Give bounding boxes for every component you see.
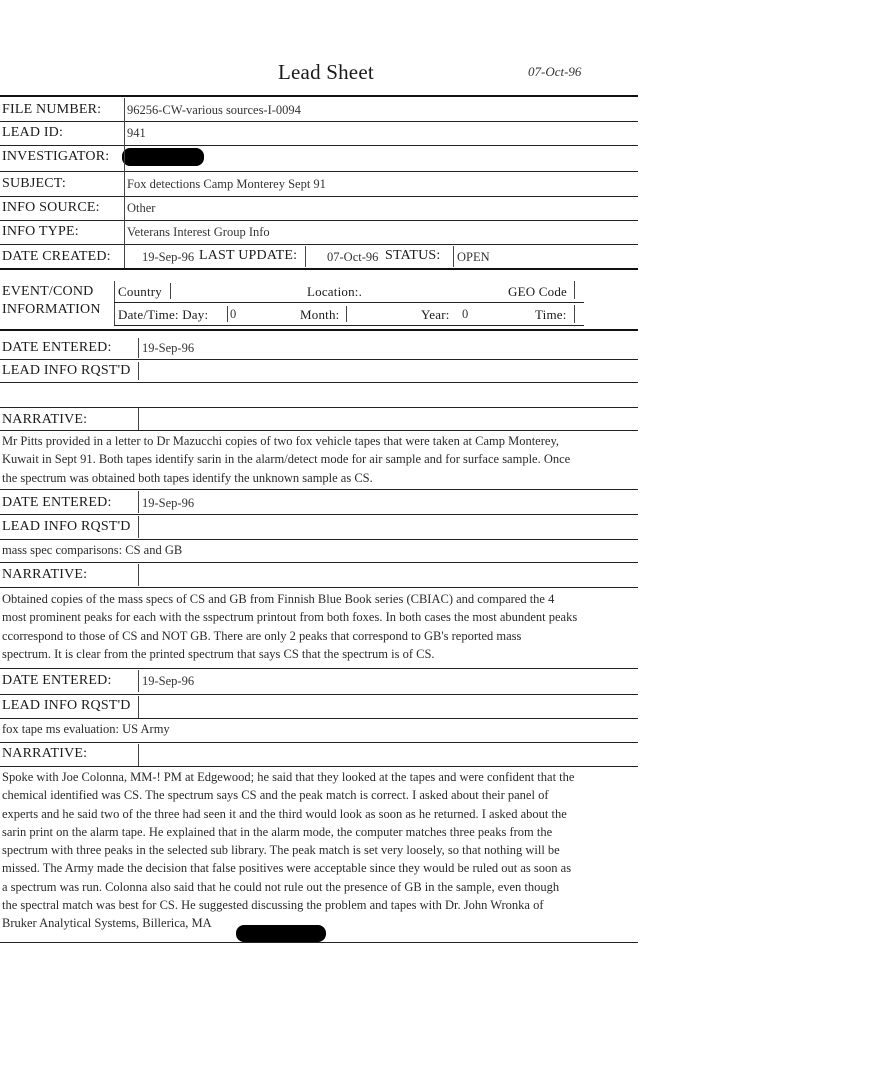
date-created-label: DATE CREATED: [2, 249, 111, 264]
cell-rule [138, 362, 139, 380]
row-divider [0, 668, 638, 669]
redaction-mark [236, 925, 326, 942]
section-rule [0, 268, 638, 270]
row-divider [0, 244, 638, 245]
row-divider [0, 514, 638, 515]
subject-value: Fox detections Camp Monterey Sept 91 [127, 177, 326, 191]
entry2-narrative-label: NARRATIVE: [2, 567, 88, 582]
row-divider [0, 694, 638, 695]
cell-rule [170, 283, 171, 299]
info-source-label: INFO SOURCE: [2, 200, 100, 215]
entry1-date-label: DATE ENTERED: [2, 340, 112, 355]
entry2-date-label: DATE ENTERED: [2, 495, 112, 510]
time-label: Time: [535, 307, 567, 322]
cell-rule [138, 408, 139, 430]
entry3-date-label: DATE ENTERED: [2, 673, 112, 688]
label-column-rule [124, 98, 125, 268]
narrative-line: the spectrum was obtained both tapes identify the unknown sample as CS. [2, 470, 373, 485]
row-divider [0, 489, 638, 490]
month-label: Month: [300, 307, 340, 322]
entry2-topic: mass spec comparisons: CS and GB [2, 543, 183, 557]
entry2-rqst-label: LEAD INFO RQST'D [2, 519, 131, 534]
narrative-line: ccorrespond to those of CS and NOT GB. There are only 2 peaks that correspond to GB's reported mass [2, 628, 522, 643]
datetime-label: Date/Time: Day: [118, 307, 209, 322]
entry1-rqst-label: LEAD INFO RQST'D [2, 363, 131, 378]
narrative-line: a spectrum was run. Colonna also said that he could not rule out the presence of GB in the sample, even though [2, 879, 560, 894]
row-divider [114, 325, 584, 326]
cell-rule [305, 246, 306, 267]
cell-rule [138, 744, 139, 766]
status-label: STATUS: [385, 248, 441, 263]
narrative-line: sarin print on the alarm tape. He explained that in the alarm mode, the computer matches three peaks from the [2, 824, 553, 839]
cell-rule [138, 564, 139, 586]
lead-id-label: LEAD ID: [2, 125, 64, 140]
row-divider [0, 430, 638, 431]
narrative-line: Spoke with Joe Colonna, MM-! PM at Edgewood; he said that they looked at the tapes and were confident that the [2, 770, 575, 784]
narrative-line: spectrum. It is clear from the printed spectrum that says CS that the spectrum is of CS. [2, 646, 435, 661]
section-rule [0, 329, 638, 331]
cell-rule [138, 696, 139, 718]
narrative-line: spectrum with three peaks in the selected sub library. The peak match is set very loosely, so that nothing will be [2, 843, 560, 858]
location-label: Location:. [307, 284, 363, 299]
print-date: 07-Oct-96 [528, 64, 582, 79]
cell-rule [138, 491, 139, 513]
entry3-rqst-label: LEAD INFO RQST'D [2, 698, 131, 713]
last-update-value: 07-Oct-96 [327, 250, 379, 264]
entry2-date-value: 19-Sep-96 [142, 496, 195, 510]
year-label: Year: [421, 307, 450, 322]
country-label: Country [118, 284, 163, 299]
row-divider [0, 587, 638, 588]
narrative-line: experts and he said two of the three had seen it and the third would look as soon as he returned. I asked about the [2, 806, 567, 821]
entry1-narrative [2, 432, 570, 487]
entry1-date-value: 19-Sep-96 [142, 341, 195, 355]
cell-rule [574, 305, 575, 323]
entry1-narrative-label: NARRATIVE: [2, 412, 88, 427]
row-divider [0, 766, 638, 767]
entry3-narrative [2, 768, 574, 933]
row-divider [0, 539, 638, 540]
entry3-narrative-label: NARRATIVE: [2, 746, 88, 761]
narrative-line: chemical identified was CS. The spectrum says CS and the peak match is correct. I asked about their panel of [2, 788, 549, 803]
row-divider [0, 382, 638, 383]
file-number-label: FILE NUMBER: [2, 102, 102, 117]
narrative-line: most prominent peaks for each with the sspectrum printout from both foxes. In both cases the most abundent peaks [2, 610, 578, 625]
year-value: 0 [462, 307, 469, 321]
event-label-line1: EVENT/COND [2, 284, 94, 299]
cell-rule [574, 281, 575, 299]
date-created-value: 19-Sep-96 [142, 250, 195, 264]
narrative-line: the spectral match was best for CS. He suggested discussing the problem and tapes with Dr. John Wronka of [2, 898, 544, 913]
entry3-topic: fox tape ms evaluation: US Army [2, 722, 170, 736]
narrative-line: Obtained copies of the mass specs of CS and GB from Finnish Blue Book series (CBIAC) and compared the 4 [2, 592, 555, 606]
cell-rule [138, 338, 139, 358]
cell-rule [346, 306, 347, 322]
cell-rule [227, 306, 228, 322]
investigator-label: INVESTIGATOR: [2, 149, 110, 164]
cell-rule [453, 246, 454, 267]
row-divider [0, 171, 638, 172]
row-divider [0, 562, 638, 563]
row-divider [0, 359, 638, 360]
narrative-line: Kuwait in Sept 91. Both tapes identify sarin in the alarm/detect mode for air sample and for surface sample. Once [2, 452, 571, 467]
info-source-value: Other [127, 201, 156, 215]
row-divider [114, 302, 584, 303]
narrative-line: Mr Pitts provided in a letter to Dr Mazucchi copies of two fox vehicle tapes that were taken at Camp Monterey, [2, 434, 560, 448]
event-label-line2: INFORMATION [2, 302, 101, 317]
row-divider [0, 742, 638, 743]
info-type-value: Veterans Interest Group Info [127, 225, 270, 239]
row-divider [0, 145, 638, 146]
entry2-narrative [2, 590, 577, 663]
row-divider [0, 121, 638, 122]
row-divider [0, 407, 638, 408]
row-divider [0, 718, 638, 719]
geo-code-label: GEO Code [508, 284, 568, 299]
day-value: 0 [230, 307, 237, 321]
narrative-line: Bruker Analytical Systems, Billerica, MA [2, 916, 212, 931]
redaction-mark [122, 148, 204, 166]
cell-rule [138, 670, 139, 692]
lead-id-value: 941 [127, 126, 146, 140]
cell-rule [114, 281, 115, 325]
cell-rule [138, 516, 139, 538]
bottom-rule [0, 942, 638, 943]
row-divider [0, 196, 638, 197]
row-divider [0, 220, 638, 221]
entry3-date-value: 19-Sep-96 [142, 674, 195, 688]
narrative-line: missed. The Army made the decision that false positives were acceptable since they would be ruled out as soon as [2, 861, 572, 876]
info-type-label: INFO TYPE: [2, 224, 79, 239]
status-value: OPEN [457, 250, 490, 264]
file-number-value: 96256-CW-various sources-I-0094 [127, 103, 301, 117]
page-title: Lead Sheet [278, 60, 374, 84]
top-rule [0, 95, 638, 97]
last-update-label: LAST UPDATE: [199, 248, 298, 263]
subject-label: SUBJECT: [2, 176, 66, 191]
